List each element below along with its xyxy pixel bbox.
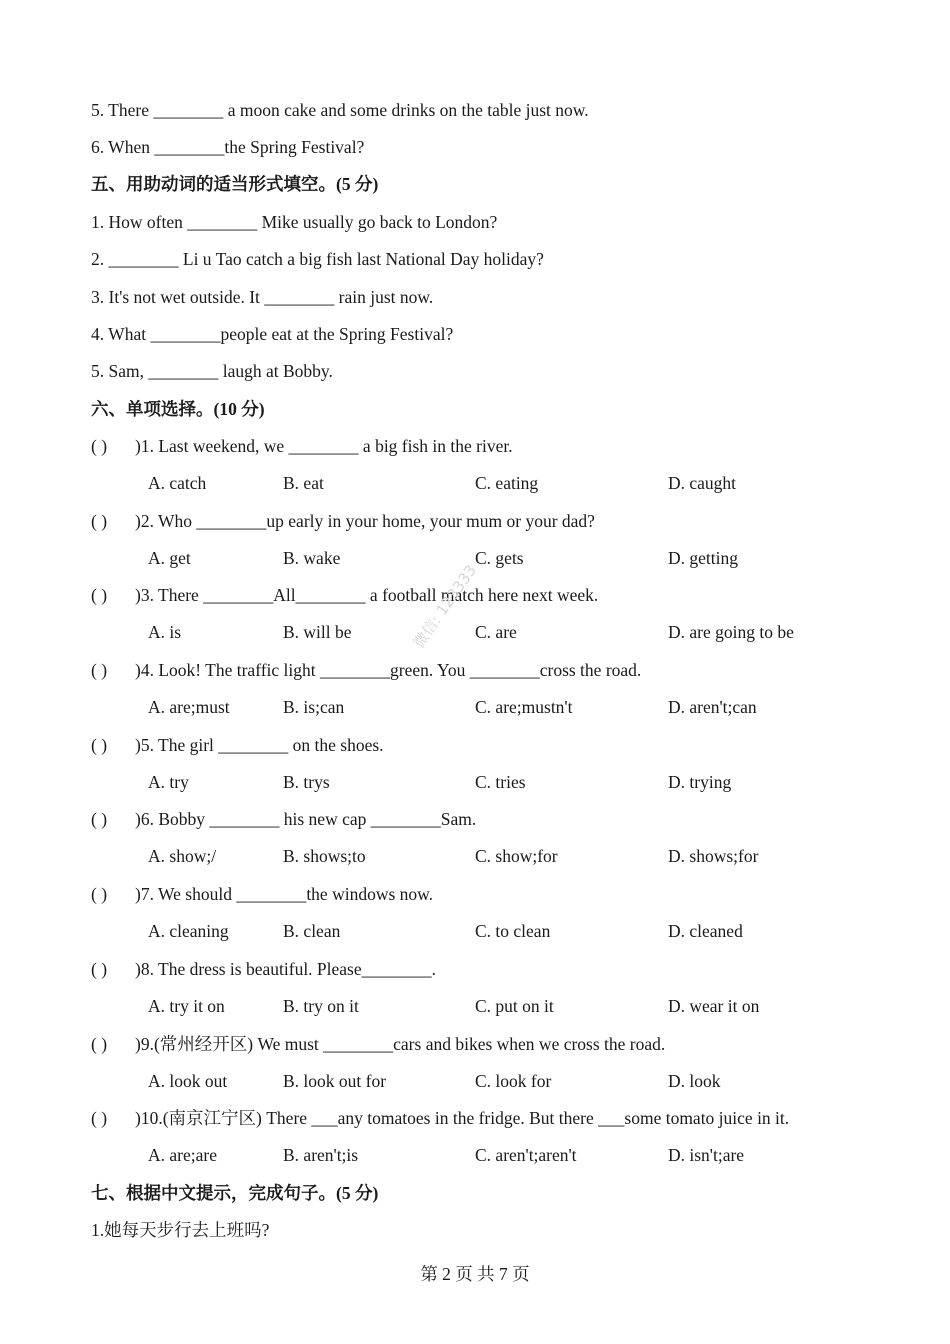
answer-option: D. look <box>668 1071 721 1091</box>
question-text: 5. Sam, ________ laugh at Bobby. <box>91 361 333 381</box>
answer-option: C. are <box>475 622 517 642</box>
answer-option: A. get <box>148 548 191 568</box>
answer-blank: ( ) <box>91 511 108 531</box>
answer-blank: ( ) <box>91 959 108 979</box>
answer-blank: ( ) <box>91 585 108 605</box>
question-text: 2. ________ Li u Tao catch a big fish last National Day holiday? <box>91 249 544 269</box>
answer-option: C. put on it <box>475 996 554 1016</box>
question-stem: )8. The dress is beautiful. Please________. <box>135 959 437 979</box>
answer-option: C. look for <box>475 1071 552 1091</box>
section-heading: 六、单项选择。(10 分) <box>91 399 265 419</box>
question-stem: )9.(常州经开区) We must ________cars and bikes when we cross the road. <box>135 1034 666 1054</box>
question-stem: )2. Who ________up early in your home, your mum or your dad? <box>135 511 595 531</box>
answer-option: C. tries <box>475 772 526 792</box>
answer-option: B. aren't;is <box>283 1145 359 1165</box>
question-stem: )6. Bobby ________ his new cap ________Sam. <box>135 809 477 829</box>
answer-option: A. look out <box>148 1071 228 1091</box>
answer-option: D. trying <box>668 772 732 792</box>
answer-option: A. catch <box>148 473 207 493</box>
answer-option: B. will be <box>283 622 352 642</box>
answer-option: D. caught <box>668 473 737 493</box>
answer-blank: ( ) <box>91 1108 108 1128</box>
answer-blank: ( ) <box>91 660 108 680</box>
answer-option: D. shows;for <box>668 846 759 866</box>
answer-option: B. wake <box>283 548 341 568</box>
question-stem: )5. The girl ________ on the shoes. <box>135 735 384 755</box>
question-stem: )1. Last weekend, we ________ a big fish in the river. <box>135 436 513 456</box>
watermark: 微信: 123333 <box>409 561 481 652</box>
answer-option: A. is <box>148 622 182 642</box>
section-heading: 七、根据中文提示，完成句子。(5 分) <box>91 1183 379 1203</box>
page-footer: 第 2 页 共 7 页 <box>420 1264 530 1284</box>
answer-option: B. is;can <box>283 697 345 717</box>
question-stem: )4. Look! The traffic light ________green. You ________cross the road. <box>135 660 642 680</box>
answer-option: B. clean <box>283 921 341 941</box>
section-heading: 五、用助动词的适当形式填空。(5 分) <box>91 174 379 194</box>
question-text: 4. What ________people eat at the Spring Festival? <box>91 324 454 344</box>
answer-option: D. cleaned <box>668 921 743 941</box>
question-stem: )7. We should ________the windows now. <box>135 884 434 904</box>
answer-blank: ( ) <box>91 735 108 755</box>
question-text: 3. It's not wet outside. It ________ rain just now. <box>91 287 434 307</box>
question-text: 6. When ________the Spring Festival? <box>91 137 365 157</box>
answer-option: D. are going to be <box>668 622 794 642</box>
answer-option: A. try it on <box>148 996 225 1016</box>
answer-option: B. eat <box>283 473 324 493</box>
answer-blank: ( ) <box>91 809 108 829</box>
answer-blank: ( ) <box>91 1034 108 1054</box>
answer-option: C. aren't;aren't <box>475 1145 577 1165</box>
answer-option: B. shows;to <box>283 846 366 866</box>
answer-option: B. try on it <box>283 996 359 1016</box>
answer-option: C. to clean <box>475 921 551 941</box>
answer-option: C. eating <box>475 473 539 493</box>
answer-option: A. are;must <box>148 697 230 717</box>
answer-option: D. wear it on <box>668 996 760 1016</box>
question-stem: )10.(南京江宁区) There ___any tomatoes in the fridge. But there ___some tomato juice in it. <box>135 1108 790 1128</box>
answer-option: D. aren't;can <box>668 697 757 717</box>
answer-option: D. getting <box>668 548 738 568</box>
answer-option: A. cleaning <box>148 921 229 941</box>
question-text: 5. There ________ a moon cake and some drinks on the table just now. <box>91 100 589 120</box>
question-text: 1.她每天步行去上班吗? <box>91 1220 270 1240</box>
answer-option: B. look out for <box>283 1071 387 1091</box>
answer-option: D. isn't;are <box>668 1145 745 1165</box>
question-text: 1. How often ________ Mike usually go back to London? <box>91 212 498 232</box>
answer-option: B. trys <box>283 772 330 792</box>
answer-blank: ( ) <box>91 436 108 456</box>
answer-blank: ( ) <box>91 884 108 904</box>
answer-option: C. show;for <box>475 846 558 866</box>
answer-option: C. are;mustn't <box>475 697 573 717</box>
answer-option: A. show;/ <box>148 846 217 866</box>
question-stem: )3. There ________All________ a football match here next week. <box>135 585 599 605</box>
answer-option: A. try <box>148 772 189 792</box>
answer-option: A. are;are <box>148 1145 217 1165</box>
answer-option: C. gets <box>475 548 524 568</box>
